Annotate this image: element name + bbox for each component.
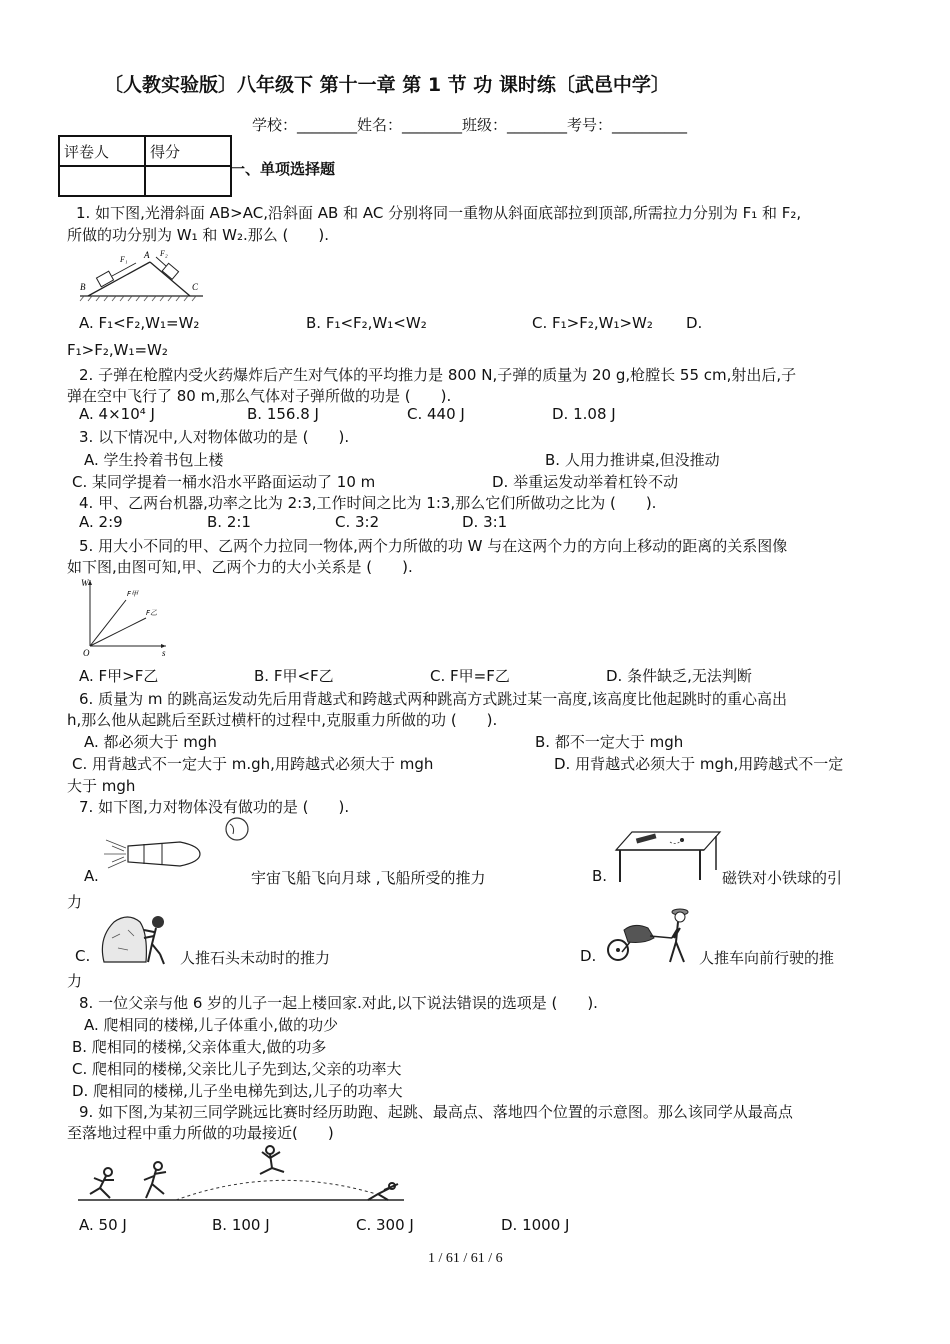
q7-option-b-text[interactable]: 磁铁对小铁球的引 [722,869,843,887]
q2-option-b[interactable]: B. 156.8 J [247,405,319,423]
q5-option-d[interactable]: D. 条件缺乏,无法判断 [606,667,752,685]
q7-option-a-letter[interactable]: A. [84,867,99,885]
q1-label-f1: F₁ [120,255,128,264]
page-number: 1 / 61 / 61 / 6 [428,1251,503,1266]
q5-work-distance-graph [80,576,170,658]
q9-option-d[interactable]: D. 1000 J [501,1216,570,1234]
q9-option-c[interactable]: C. 300 J [356,1216,414,1234]
q4-stem: 4. 甲、乙两台机器,功率之比为 2:3,工作时间之比为 1:3,那么它们所做功之比为 ( ). [79,494,657,512]
q6-option-b[interactable]: B. 都不一定大于 mgh [535,733,684,751]
q5-label-f-jia: F甲 [127,590,139,598]
q1-stem-line2: 所做的功分别为 W₁ 和 W₂.那么 ( ). [67,226,330,244]
q8-option-b[interactable]: B. 爬相同的楼梯,父亲体重大,做的功多 [72,1038,327,1056]
q8-stem: 8. 一位父亲与他 6 岁的儿子一起上楼回家.对此,以下说法错误的选项是 ( ). [79,994,598,1012]
q4-option-c[interactable]: C. 3:2 [335,513,380,531]
q7-option-b-letter[interactable]: B. [592,867,608,885]
q7-option-d-cont: 力 [67,972,83,990]
q1-incline-figure [78,246,206,304]
q1-label-a: A [144,250,150,260]
page-title: 〔人教实验版〕八年级下 第十一章 第 1 节 功 课时练〔武邑中学〕 [104,74,670,96]
q9-option-a[interactable]: A. 50 J [79,1216,127,1234]
q7-spaceship-figure [104,816,250,884]
q5-label-w: W [81,578,89,588]
q9-option-b[interactable]: B. 100 J [212,1216,270,1234]
q4-option-b[interactable]: B. 2:1 [207,513,251,531]
grader-cell[interactable] [59,166,145,196]
q5-label-f-yi: F乙 [146,609,158,617]
q7-magnet-table-figure [612,826,722,884]
q5-stem-line1: 5. 用大小不同的甲、乙两个力拉同一物体,两个力所做的功 W 与在这两个力的方向上移动的距离的关系图像 [79,537,788,555]
q7-option-a-text[interactable]: 宇宙飞船飞向月球 ,飞船所受的推力 [251,869,486,887]
q7-option-c-text[interactable]: 人推石头未动时的推力 [180,949,331,967]
q6-option-d[interactable]: D. 用背越式必须大于 mgh,用跨越式不一定 [554,755,844,773]
student-info-line: 学校：________姓名：________班级：________考号：__________ [252,116,688,134]
score-header: 得分 [145,136,231,166]
q3-option-b[interactable]: B. 人用力推讲桌,但没推动 [545,451,720,469]
q3-option-d[interactable]: D. 举重运发动举着杠铃不动 [492,473,679,491]
q7-push-rock-figure [98,908,182,966]
q5-option-b[interactable]: B. F甲<F乙 [254,667,334,685]
q3-option-c[interactable]: C. 某同学提着一桶水沿水平路面运动了 10 m [72,473,376,491]
q6-stem-line2: h,那么他从起跳后至跃过横杆的过程中,克服重力所做的功 ( ). [67,711,498,729]
q1-option-c[interactable]: C. F₁>F₂,W₁>W₂ [532,314,653,332]
q5-option-a[interactable]: A. F甲>F乙 [79,667,159,685]
q6-option-a[interactable]: A. 都必须大于 mgh [84,733,217,751]
q7-option-c-letter[interactable]: C. [75,947,91,965]
q5-option-c[interactable]: C. F甲=F乙 [430,667,510,685]
q2-option-c[interactable]: C. 440 J [407,405,465,423]
q6-option-d-cont: 大于 mgh [67,777,136,795]
q4-option-a[interactable]: A. 2:9 [79,513,123,531]
score-cell[interactable] [145,166,231,196]
q1-stem-line1: 1. 如下图,光滑斜面 AB>AC,沿斜面 AB 和 AC 分别将同一重物从斜面底部拉到顶部,所需拉力分别为 F₁ 和 F₂, [76,204,802,222]
q2-option-a[interactable]: A. 4×10⁴ J [79,405,155,423]
q7-option-d-letter[interactable]: D. [580,947,597,965]
q1-option-d-cont: F₁>F₂,W₁=W₂ [67,341,168,359]
q5-stem-line2: 如下图,由图可知,甲、乙两个力的大小关系是 ( ). [67,558,413,576]
q7-option-b-cont: 力 [67,893,83,911]
q6-stem-line1: 6. 质量为 m 的跳高运发动先后用背越式和跨越式两种跳高方式跳过某一高度,该高度比他起跳时的重心高出 [79,690,788,708]
q2-stem-line2: 弹在空中飞行了 80 m,那么气体对子弹所做的功是 ( ). [67,387,452,405]
q8-option-c[interactable]: C. 爬相同的楼梯,父亲比儿子先到达,父亲的功率大 [72,1060,402,1078]
q8-option-a[interactable]: A. 爬相同的楼梯,儿子体重小,做的功少 [84,1016,339,1034]
q1-option-d[interactable]: D. [686,314,703,332]
q5-label-s: s [162,648,166,658]
q1-option-a[interactable]: A. F₁<F₂,W₁=W₂ [79,314,200,332]
q8-option-d[interactable]: D. 爬相同的楼梯,儿子坐电梯先到达,儿子的功率大 [72,1082,403,1100]
q1-label-c: C [192,282,199,292]
q6-option-c[interactable]: C. 用背越式不一定大于 m.gh,用跨越式必须大于 mgh [72,755,434,773]
q3-option-a[interactable]: A. 学生拎着书包上楼 [84,451,224,469]
q7-option-d-text[interactable]: 人推车向前行驶的推 [699,949,835,967]
q9-stem-line1: 9. 如下图,为某初三同学跳远比赛时经历助跑、起跳、最高点、落地四个位置的示意图。那么该同学从最高点 [79,1103,793,1121]
q1-option-b[interactable]: B. F₁<F₂,W₁<W₂ [306,314,427,332]
q5-label-o: O [83,648,90,658]
q4-option-d[interactable]: D. 3:1 [462,513,508,531]
q2-stem-line1: 2. 子弹在枪膛内受火药爆炸后产生对气体的平均推力是 800 N,子弹的质量为 20 g,枪膛长 55 cm,射出后,子 [79,366,797,384]
q9-stem-line2: 至落地过程中重力所做的功最接近( ) [67,1124,334,1142]
q3-stem: 3. 以下情况中,人对物体做功的是 ( ). [79,428,350,446]
q7-push-cart-figure [604,904,700,966]
section-heading: 一、单项选择题 [230,160,336,178]
q1-label-f2: F₂ [160,249,168,258]
q2-option-d[interactable]: D. 1.08 J [552,405,616,423]
score-table [58,135,232,197]
q1-label-b: B [80,282,86,292]
grader-header: 评卷人 [59,136,145,166]
q9-long-jump-figure [76,1144,406,1206]
q7-stem: 7. 如下图,力对物体没有做功的是 ( ). [79,798,350,816]
